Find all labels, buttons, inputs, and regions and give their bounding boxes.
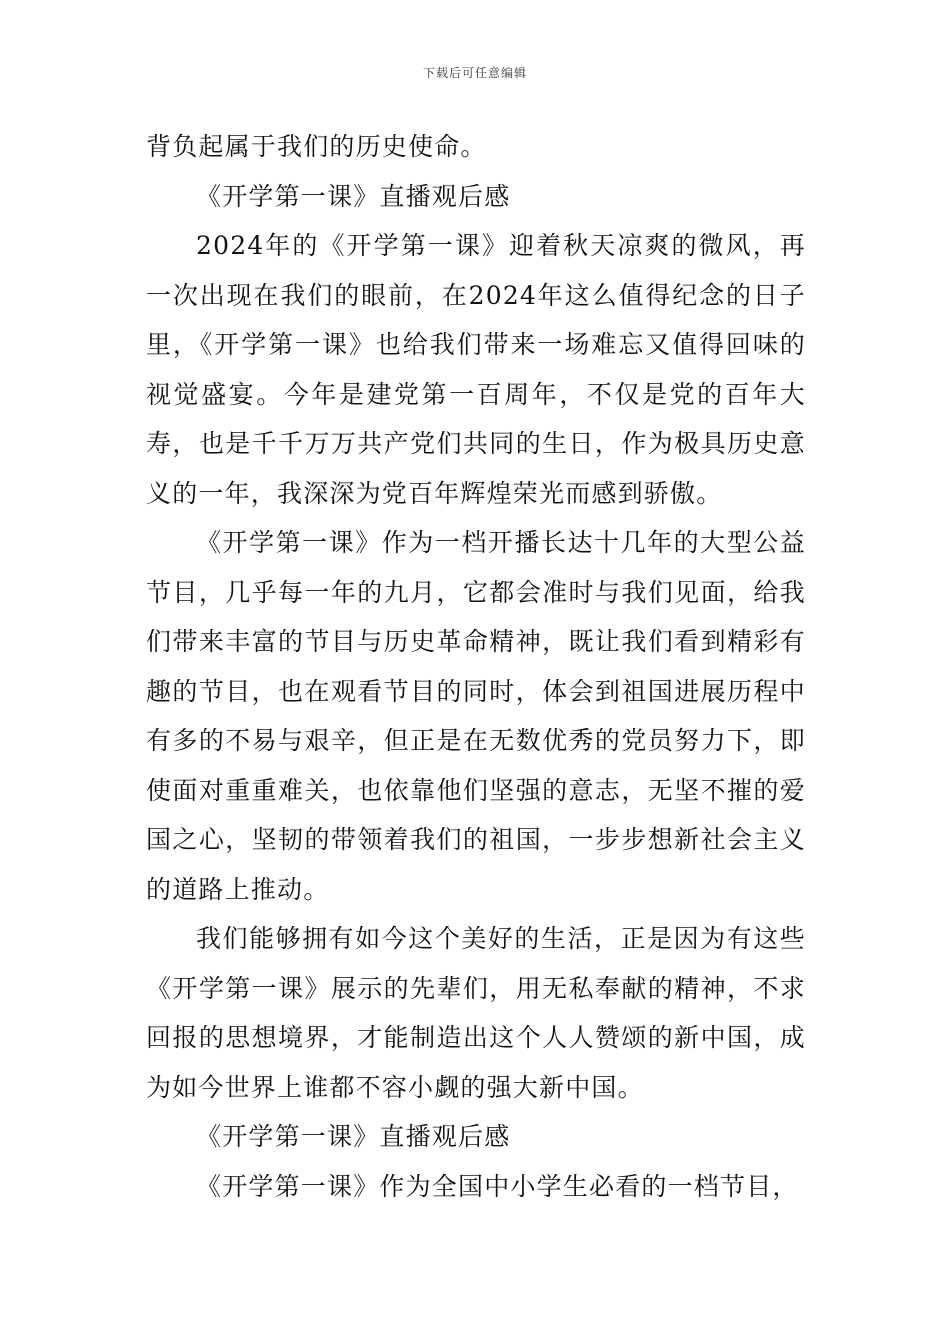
page-header: 下载后可任意编辑 [422,66,527,80]
document-body [146,122,806,1211]
paragraph: 我们能够拥有如今这个美好的生活，正是因为有这些《开学第一课》展示的先辈们，用无私奉献的精神，不求回报的思想境界，才能制造出这个人人赞颂的新中国，成为如今世界上谁都不容小觑的强大新中国。 [146,924,806,1102]
paragraph: 《开学第一课》作为一档开播长达十几年的大型公益节目，几乎每一年的九月，它都会准时与我们见面，给我们带来丰富的节目与历史革命精神，既让我们看到精彩有趣的节目，也在观看节目的同时，体会到祖国进展历程中有多的不易与艰辛，但正是在无数优秀的党员努力下，即使面对重重难关，也依靠他们坚强的意志，无坚不摧的爱国之心，坚韧的带领着我们的祖国，一步步想新社会主义的道路上推动。 [146,528,806,904]
section-heading: 《开学第一课》直播观后感 [196,1122,511,1151]
paragraph: 《开学第一课》作为全国中小学生必看的一档节目， [196,1171,799,1201]
paragraph: 背负起属于我们的历史使命。 [146,132,487,161]
paragraph: 2024年的《开学第一课》迎着秋天凉爽的微风，再一次出现在我们的眼前，在2024年这么值得纪念的日子里，《开学第一课》也给我们带来一场难忘又值得回味的视觉盛宴。今年是建党第一百周年，不仅是党的百年大寿，也是千千万万共产党们共同的生日，作为极具历史意义的一年，我深深为党百年辉煌荣光而感到骄傲。 [146,231,806,508]
section-heading: 《开学第一课》直播观后感 [196,181,511,211]
